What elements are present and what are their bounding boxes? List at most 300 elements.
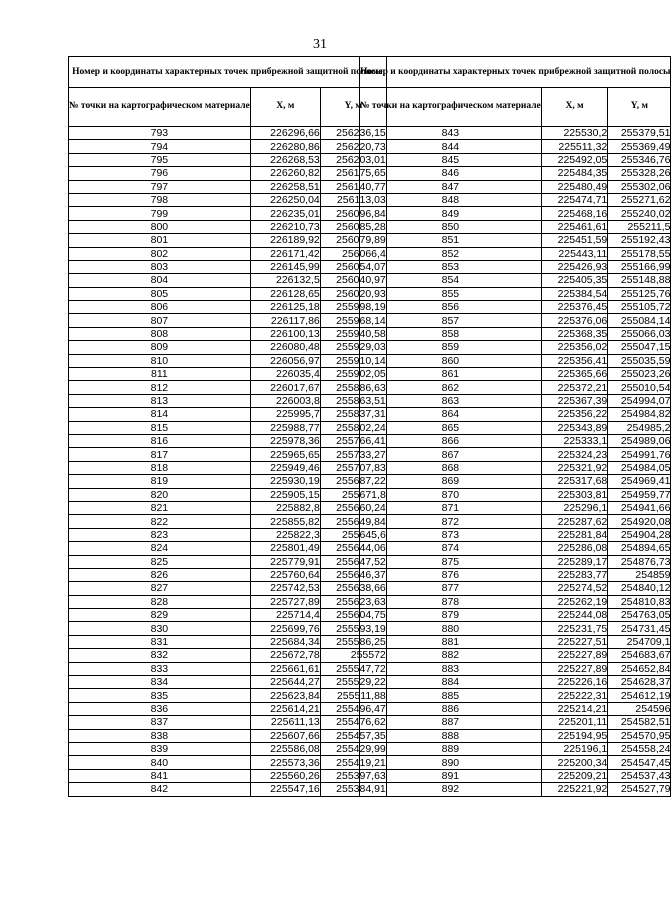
y-coordinate-cell: 255604,75	[320, 609, 386, 622]
table-row	[360, 475, 671, 488]
y-coordinate-cell: 254984,05	[608, 461, 671, 474]
table-row	[69, 742, 387, 755]
y-coordinate-cell: 254628,37	[608, 676, 671, 689]
point-number-cell: 866	[360, 434, 542, 447]
x-coordinate-cell: 225742,53	[250, 582, 320, 595]
x-coordinate-cell: 225484,35	[541, 167, 607, 180]
table-row	[360, 260, 671, 273]
x-coordinate-cell: 225607,66	[250, 729, 320, 742]
point-number-cell: 811	[69, 368, 251, 381]
x-coordinate-cell: 225226,16	[541, 676, 607, 689]
x-coordinate-cell: 226235,01	[250, 207, 320, 220]
point-number-cell: 807	[69, 314, 251, 327]
point-number-cell: 806	[69, 301, 251, 314]
x-coordinate-cell: 225573,36	[250, 756, 320, 769]
y-coordinate-cell: 255429,99	[320, 742, 386, 755]
x-coordinate-cell: 225194,95	[541, 729, 607, 742]
point-number-cell: 835	[69, 689, 251, 702]
point-number-cell: 888	[360, 729, 542, 742]
table-row	[360, 434, 671, 447]
x-coordinate-cell: 225760,64	[250, 568, 320, 581]
table-row	[360, 368, 671, 381]
x-coordinate-cell: 225367,39	[541, 394, 607, 407]
point-number-cell: 857	[360, 314, 542, 327]
table-row	[360, 622, 671, 635]
table-row	[360, 769, 671, 782]
x-coordinate-cell: 225988,77	[250, 421, 320, 434]
point-number-cell: 863	[360, 394, 542, 407]
point-number-cell: 796	[69, 167, 251, 180]
y-coordinate-cell: 256113,03	[320, 193, 386, 206]
x-coordinate-cell: 225978,36	[250, 434, 320, 447]
y-coordinate-cell: 254876,73	[608, 555, 671, 568]
table-row	[69, 394, 387, 407]
table-row	[360, 193, 671, 206]
x-coordinate-cell: 225227,51	[541, 635, 607, 648]
x-coordinate-cell: 225474,71	[541, 193, 607, 206]
point-number-cell: 833	[69, 662, 251, 675]
point-number-cell: 864	[360, 408, 542, 421]
point-number-cell: 876	[360, 568, 542, 581]
x-coordinate-cell: 225356,02	[541, 341, 607, 354]
table-row	[69, 635, 387, 648]
point-number-cell: 799	[69, 207, 251, 220]
x-coordinate-cell: 226080,48	[250, 341, 320, 354]
y-coordinate-cell: 254991,76	[608, 448, 671, 461]
x-coordinate-cell: 225365,66	[541, 368, 607, 381]
table-row	[360, 542, 671, 555]
y-coordinate-cell: 254994,07	[608, 394, 671, 407]
table-row	[69, 287, 387, 300]
x-coordinate-cell: 225262,19	[541, 595, 607, 608]
point-number-cell: 879	[360, 609, 542, 622]
table-row	[69, 193, 387, 206]
y-coordinate-cell: 256140,77	[320, 180, 386, 193]
point-number-cell: 825	[69, 555, 251, 568]
x-coordinate-cell: 225560,26	[250, 769, 320, 782]
y-coordinate-cell: 254763,05	[608, 609, 671, 622]
table-row	[360, 702, 671, 715]
x-coordinate-cell: 225426,93	[541, 260, 607, 273]
y-coordinate-cell: 256220,73	[320, 140, 386, 153]
y-coordinate-cell: 255529,22	[320, 676, 386, 689]
point-number-cell: 859	[360, 341, 542, 354]
x-coordinate-cell: 226189,92	[250, 234, 320, 247]
table-row	[360, 528, 671, 541]
y-coordinate-cell: 255125,76	[608, 287, 671, 300]
x-coordinate-cell: 225376,06	[541, 314, 607, 327]
x-coordinate-cell: 225855,82	[250, 515, 320, 528]
y-coordinate-cell: 255302,06	[608, 180, 671, 193]
point-number-cell: 801	[69, 234, 251, 247]
x-coordinate-cell: 225614,21	[250, 702, 320, 715]
x-coordinate-cell: 226210,73	[250, 220, 320, 233]
x-coordinate-cell: 225699,76	[250, 622, 320, 635]
table-row	[360, 515, 671, 528]
x-coordinate-cell: 225530,2	[541, 127, 607, 140]
x-coordinate-cell: 225296,1	[541, 501, 607, 514]
point-number-cell: 870	[360, 488, 542, 501]
x-coordinate-cell: 226258,51	[250, 180, 320, 193]
point-number-cell: 816	[69, 434, 251, 447]
x-coordinate-cell: 225231,75	[541, 622, 607, 635]
table-row	[360, 689, 671, 702]
y-coordinate-cell: 255638,66	[320, 582, 386, 595]
point-number-cell: 813	[69, 394, 251, 407]
y-coordinate-cell: 256236,15	[320, 127, 386, 140]
point-number-cell: 855	[360, 287, 542, 300]
y-coordinate-cell: 254985,2	[608, 421, 671, 434]
table-row	[360, 555, 671, 568]
coordinates-table-right	[359, 56, 671, 797]
x-coordinate-cell: 226260,82	[250, 167, 320, 180]
x-coordinate-cell: 225289,17	[541, 555, 607, 568]
x-coordinate-cell: 225303,81	[541, 488, 607, 501]
point-number-cell: 837	[69, 716, 251, 729]
point-number-cell: 881	[360, 635, 542, 648]
x-coordinate-cell: 225227,89	[541, 662, 607, 675]
y-coordinate-cell: 254959,77	[608, 488, 671, 501]
y-coordinate-cell: 255929,03	[320, 341, 386, 354]
x-coordinate-cell: 225949,46	[250, 461, 320, 474]
table-row	[360, 341, 671, 354]
table-row	[69, 662, 387, 675]
x-coordinate-cell: 226296,66	[250, 127, 320, 140]
y-coordinate-cell: 255623,63	[320, 595, 386, 608]
y-coordinate-cell: 254612,19	[608, 689, 671, 702]
table-row	[69, 153, 387, 166]
y-coordinate-cell: 255511,88	[320, 689, 386, 702]
table-row	[69, 274, 387, 287]
point-number-cell: 851	[360, 234, 542, 247]
point-number-cell: 871	[360, 501, 542, 514]
table-row	[360, 207, 671, 220]
x-coordinate-cell: 225343,89	[541, 421, 607, 434]
table-row	[360, 662, 671, 675]
table-row	[69, 381, 387, 394]
y-coordinate-cell: 255593,19	[320, 622, 386, 635]
y-coordinate-cell: 255192,43	[608, 234, 671, 247]
y-coordinate-cell: 255047,15	[608, 341, 671, 354]
x-coordinate-cell: 225672,78	[250, 649, 320, 662]
x-coordinate-cell: 226145,99	[250, 260, 320, 273]
x-coordinate-cell: 226003,8	[250, 394, 320, 407]
table-row	[360, 488, 671, 501]
table-row	[69, 220, 387, 233]
y-coordinate-cell: 256175,65	[320, 167, 386, 180]
y-coordinate-cell: 254652,84	[608, 662, 671, 675]
y-coordinate-cell: 255902,05	[320, 368, 386, 381]
table-row	[360, 461, 671, 474]
point-number-cell: 829	[69, 609, 251, 622]
point-number-cell: 836	[69, 702, 251, 715]
point-number-cell: 834	[69, 676, 251, 689]
table-row	[69, 314, 387, 327]
point-number-cell: 849	[360, 207, 542, 220]
y-coordinate-cell: 255645,6	[320, 528, 386, 541]
table-row	[69, 475, 387, 488]
point-number-cell: 803	[69, 260, 251, 273]
table-row	[69, 716, 387, 729]
point-number-cell: 856	[360, 301, 542, 314]
point-number-cell: 819	[69, 475, 251, 488]
y-coordinate-cell: 255766,41	[320, 434, 386, 447]
point-number-cell: 867	[360, 448, 542, 461]
table-row	[69, 769, 387, 782]
point-number-cell: 887	[360, 716, 542, 729]
point-number-cell: 846	[360, 167, 542, 180]
y-coordinate-cell: 255397,63	[320, 769, 386, 782]
table-row	[360, 501, 671, 514]
table-row	[360, 140, 671, 153]
y-coordinate-cell: 254920,08	[608, 515, 671, 528]
y-coordinate-cell: 256085,28	[320, 220, 386, 233]
y-coordinate-cell: 255066,03	[608, 327, 671, 340]
table-row	[69, 354, 387, 367]
y-coordinate-cell: 255586,25	[320, 635, 386, 648]
x-coordinate-cell: 225321,92	[541, 461, 607, 474]
table-row	[69, 676, 387, 689]
y-coordinate-cell: 255211,5	[608, 220, 671, 233]
y-coordinate-cell: 254969,41	[608, 475, 671, 488]
y-coordinate-cell: 254596	[608, 702, 671, 715]
column-header-x: X, м	[250, 88, 320, 127]
point-number-cell: 865	[360, 421, 542, 434]
y-coordinate-cell: 255166,99	[608, 260, 671, 273]
x-coordinate-cell: 225661,61	[250, 662, 320, 675]
table-row	[69, 501, 387, 514]
table-row	[360, 287, 671, 300]
x-coordinate-cell: 225995,7	[250, 408, 320, 421]
point-number-cell: 850	[360, 220, 542, 233]
point-number-cell: 883	[360, 662, 542, 675]
y-coordinate-cell: 255148,88	[608, 274, 671, 287]
point-number-cell: 861	[360, 368, 542, 381]
point-number-cell: 892	[360, 783, 542, 796]
x-coordinate-cell: 225286,08	[541, 542, 607, 555]
y-coordinate-cell: 254941,66	[608, 501, 671, 514]
y-coordinate-cell: 254894,65	[608, 542, 671, 555]
point-number-cell: 840	[69, 756, 251, 769]
point-number-cell: 815	[69, 421, 251, 434]
x-coordinate-cell: 226268,53	[250, 153, 320, 166]
y-coordinate-cell: 254547,45	[608, 756, 671, 769]
table-title: Номер и координаты характерных точек прибрежной защитной полосы	[69, 57, 387, 88]
x-coordinate-cell: 225480,49	[541, 180, 607, 193]
table-row	[69, 421, 387, 434]
point-number-cell: 830	[69, 622, 251, 635]
point-number-cell: 868	[360, 461, 542, 474]
x-coordinate-cell: 225200,34	[541, 756, 607, 769]
x-coordinate-cell: 225443,11	[541, 247, 607, 260]
table-row	[69, 649, 387, 662]
table-row	[69, 341, 387, 354]
column-header-y: Y, м	[608, 88, 671, 127]
y-coordinate-cell: 254989,06	[608, 434, 671, 447]
x-coordinate-cell: 225222,31	[541, 689, 607, 702]
x-coordinate-cell: 225779,91	[250, 555, 320, 568]
table-row	[360, 609, 671, 622]
point-number-cell: 822	[69, 515, 251, 528]
column-header-x: X, м	[541, 88, 607, 127]
table-row	[69, 595, 387, 608]
x-coordinate-cell: 225727,89	[250, 595, 320, 608]
table-row	[360, 314, 671, 327]
table-row	[360, 756, 671, 769]
table-row	[360, 127, 671, 140]
point-number-cell: 854	[360, 274, 542, 287]
x-coordinate-cell: 225801,49	[250, 542, 320, 555]
x-coordinate-cell: 225611,13	[250, 716, 320, 729]
y-coordinate-cell: 256020,93	[320, 287, 386, 300]
y-coordinate-cell: 255660,24	[320, 501, 386, 514]
point-number-cell: 826	[69, 568, 251, 581]
point-number-cell: 832	[69, 649, 251, 662]
y-coordinate-cell: 256066,4	[320, 247, 386, 260]
x-coordinate-cell: 226125,18	[250, 301, 320, 314]
y-coordinate-cell: 255240,02	[608, 207, 671, 220]
y-coordinate-cell: 255547,72	[320, 662, 386, 675]
point-number-cell: 831	[69, 635, 251, 648]
point-number-cell: 882	[360, 649, 542, 662]
point-number-cell: 848	[360, 193, 542, 206]
y-coordinate-cell: 255084,14	[608, 314, 671, 327]
point-number-cell: 873	[360, 528, 542, 541]
y-coordinate-cell: 254984,82	[608, 408, 671, 421]
x-coordinate-cell: 225684,34	[250, 635, 320, 648]
x-coordinate-cell: 225547,16	[250, 783, 320, 796]
table-row	[69, 582, 387, 595]
x-coordinate-cell: 225405,35	[541, 274, 607, 287]
y-coordinate-cell: 254683,67	[608, 649, 671, 662]
point-number-cell: 874	[360, 542, 542, 555]
point-number-cell: 885	[360, 689, 542, 702]
table-row	[69, 247, 387, 260]
table-row	[360, 568, 671, 581]
x-coordinate-cell: 225356,22	[541, 408, 607, 421]
y-coordinate-cell: 255998,19	[320, 301, 386, 314]
point-number-cell: 809	[69, 341, 251, 354]
table-row	[69, 234, 387, 247]
x-coordinate-cell: 225368,35	[541, 327, 607, 340]
y-coordinate-cell: 255271,62	[608, 193, 671, 206]
table-row	[360, 274, 671, 287]
point-number-cell: 884	[360, 676, 542, 689]
y-coordinate-cell: 255644,06	[320, 542, 386, 555]
table-row	[69, 408, 387, 421]
x-coordinate-cell: 225644,27	[250, 676, 320, 689]
y-coordinate-cell: 255023,26	[608, 368, 671, 381]
y-coordinate-cell: 254582,51	[608, 716, 671, 729]
table-row	[69, 434, 387, 447]
column-header-point-number: № точки на картографическом материале	[69, 88, 251, 127]
table-row	[360, 582, 671, 595]
x-coordinate-cell: 225623,84	[250, 689, 320, 702]
point-number-cell: 823	[69, 528, 251, 541]
point-number-cell: 828	[69, 595, 251, 608]
x-coordinate-cell: 226056,97	[250, 354, 320, 367]
table-row	[69, 167, 387, 180]
x-coordinate-cell: 225376,45	[541, 301, 607, 314]
table-row	[69, 568, 387, 581]
point-number-cell: 820	[69, 488, 251, 501]
table-row	[360, 167, 671, 180]
x-coordinate-cell: 225468,16	[541, 207, 607, 220]
x-coordinate-cell: 226132,5	[250, 274, 320, 287]
point-number-cell: 818	[69, 461, 251, 474]
table-row	[360, 301, 671, 314]
y-coordinate-cell: 255649,84	[320, 515, 386, 528]
point-number-cell: 847	[360, 180, 542, 193]
point-number-cell: 853	[360, 260, 542, 273]
x-coordinate-cell: 226171,42	[250, 247, 320, 260]
point-number-cell: 805	[69, 287, 251, 300]
table-row	[69, 515, 387, 528]
table-row	[69, 140, 387, 153]
point-number-cell: 817	[69, 448, 251, 461]
x-coordinate-cell: 226017,67	[250, 381, 320, 394]
x-coordinate-cell: 225244,08	[541, 609, 607, 622]
point-number-cell: 877	[360, 582, 542, 595]
x-coordinate-cell: 225930,19	[250, 475, 320, 488]
y-coordinate-cell: 255419,21	[320, 756, 386, 769]
y-coordinate-cell: 255105,72	[608, 301, 671, 314]
table-row	[69, 127, 387, 140]
x-coordinate-cell: 225822,3	[250, 528, 320, 541]
point-number-cell: 827	[69, 582, 251, 595]
y-coordinate-cell: 256040,97	[320, 274, 386, 287]
table-row	[360, 448, 671, 461]
y-coordinate-cell: 254904,28	[608, 528, 671, 541]
table-row	[69, 207, 387, 220]
y-coordinate-cell: 255646,37	[320, 568, 386, 581]
x-coordinate-cell: 225461,61	[541, 220, 607, 233]
x-coordinate-cell: 226280,86	[250, 140, 320, 153]
y-coordinate-cell: 255707,83	[320, 461, 386, 474]
y-coordinate-cell: 256203,01	[320, 153, 386, 166]
x-coordinate-cell: 225209,21	[541, 769, 607, 782]
table-row	[69, 368, 387, 381]
point-number-cell: 875	[360, 555, 542, 568]
point-number-cell: 841	[69, 769, 251, 782]
y-coordinate-cell: 254859	[608, 568, 671, 581]
table-row	[360, 783, 671, 796]
x-coordinate-cell: 225714,4	[250, 609, 320, 622]
point-number-cell: 802	[69, 247, 251, 260]
point-number-cell: 838	[69, 729, 251, 742]
table-row	[69, 488, 387, 501]
y-coordinate-cell: 254537,43	[608, 769, 671, 782]
x-coordinate-cell: 225317,68	[541, 475, 607, 488]
table-row	[360, 595, 671, 608]
y-coordinate-cell: 255863,51	[320, 394, 386, 407]
y-coordinate-cell: 256079,89	[320, 234, 386, 247]
x-coordinate-cell: 225586,08	[250, 742, 320, 755]
x-coordinate-cell: 225965,65	[250, 448, 320, 461]
x-coordinate-cell: 226035,4	[250, 368, 320, 381]
point-number-cell: 860	[360, 354, 542, 367]
table-row	[360, 180, 671, 193]
page-number: 31	[313, 37, 327, 52]
x-coordinate-cell: 225201,11	[541, 716, 607, 729]
table-row	[69, 783, 387, 796]
y-coordinate-cell: 255457,35	[320, 729, 386, 742]
y-coordinate-cell: 255733,27	[320, 448, 386, 461]
y-coordinate-cell: 255379,51	[608, 127, 671, 140]
x-coordinate-cell: 226117,86	[250, 314, 320, 327]
y-coordinate-cell: 255687,22	[320, 475, 386, 488]
table-row	[360, 394, 671, 407]
